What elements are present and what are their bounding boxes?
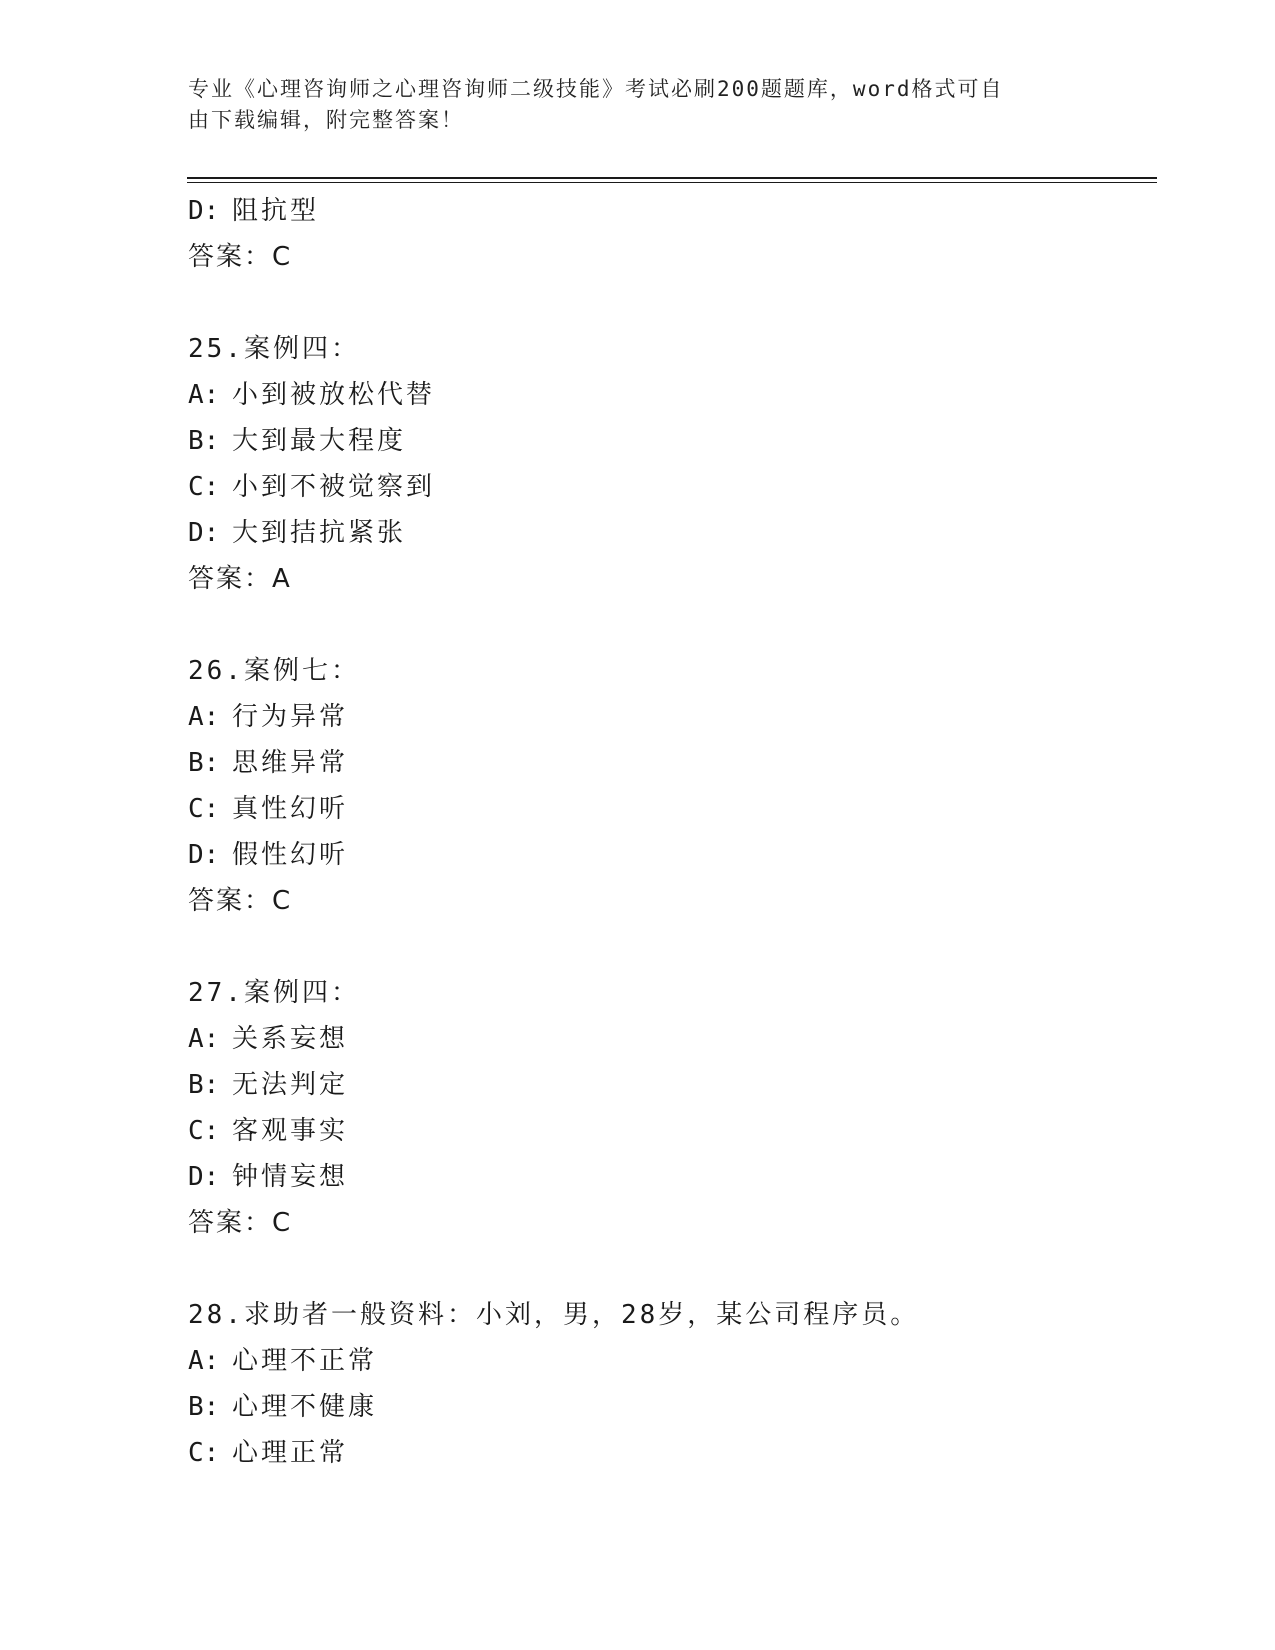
- option-label: B:: [188, 426, 220, 456]
- option-text: 大到最大程度: [232, 426, 407, 456]
- option-text: 行为异常: [232, 702, 349, 732]
- option-d: [188, 832, 1158, 878]
- option-b: [188, 1062, 1158, 1108]
- option-text: 心理不健康: [232, 1392, 378, 1422]
- option-label: C:: [188, 794, 220, 824]
- question-stem: 25.案例四：: [188, 334, 360, 364]
- answer-line: 答案：A: [188, 564, 292, 594]
- option-label: C:: [188, 1116, 220, 1146]
- option-text: 真性幻听: [232, 794, 349, 824]
- question-stem: 26.案例七：: [188, 656, 360, 686]
- option-c: [188, 786, 1158, 832]
- answer-line: 答案：C: [188, 1208, 293, 1238]
- option-text: 小到被放松代替: [232, 380, 436, 410]
- option-label: B:: [188, 1070, 220, 1100]
- option-label: B:: [188, 748, 220, 778]
- option-label: D:: [188, 840, 220, 870]
- option-label: A:: [188, 1346, 220, 1376]
- option-label: C:: [188, 472, 220, 502]
- header-line-2: 由下载编辑，附完整答案！: [188, 108, 464, 132]
- option-a: [188, 1338, 1158, 1384]
- option-text: 心理不正常: [232, 1346, 378, 1376]
- option-text: 钟情妄想: [232, 1162, 349, 1192]
- option-label: B:: [188, 1392, 220, 1422]
- option-text: 思维异常: [232, 748, 349, 778]
- option-text: 大到拮抗紧张: [232, 518, 407, 548]
- option-text: 小到不被觉察到: [232, 472, 436, 502]
- question-list: [188, 188, 1158, 1476]
- option-b: [188, 740, 1158, 786]
- option-text: 假性幻听: [232, 840, 349, 870]
- spacer: [188, 280, 1158, 326]
- option-a: [188, 1016, 1158, 1062]
- option-a: [188, 694, 1158, 740]
- option-b: [188, 418, 1158, 464]
- header-divider-thin: [187, 182, 1157, 183]
- option-label: D:: [188, 518, 220, 548]
- option-text: 阻抗型: [232, 196, 320, 226]
- option-text: 客观事实: [232, 1116, 349, 1146]
- spacer: [188, 602, 1158, 648]
- option-c: [188, 464, 1158, 510]
- option-text: 关系妄想: [232, 1024, 349, 1054]
- option-b: [188, 1384, 1158, 1430]
- answer-line: 答案：C: [188, 886, 293, 916]
- header-line-1: 专业《心理咨询师之心理咨询师二级技能》考试必刷200题题库，word格式可自: [188, 77, 1004, 101]
- option-label: A:: [188, 702, 220, 732]
- header-divider: [187, 177, 1157, 179]
- option-label: D:: [188, 1162, 220, 1192]
- option-d: [188, 510, 1158, 556]
- option-text: 心理正常: [232, 1438, 349, 1468]
- option-label: A:: [188, 380, 220, 410]
- option-d: [188, 188, 1158, 234]
- document-header: [188, 74, 1088, 136]
- option-c: [188, 1108, 1158, 1154]
- option-a: [188, 372, 1158, 418]
- option-d: [188, 1154, 1158, 1200]
- option-label: C:: [188, 1438, 220, 1468]
- answer-line: 答案：C: [188, 242, 293, 272]
- option-label: A:: [188, 1024, 220, 1054]
- option-c: [188, 1430, 1158, 1476]
- option-label: D:: [188, 196, 220, 226]
- question-stem: 27.案例四：: [188, 978, 360, 1008]
- option-text: 无法判定: [232, 1070, 349, 1100]
- spacer: [188, 1246, 1158, 1292]
- spacer: [188, 924, 1158, 970]
- question-stem: 28.求助者一般资料：小刘，男，28岁，某公司程序员。: [188, 1300, 920, 1330]
